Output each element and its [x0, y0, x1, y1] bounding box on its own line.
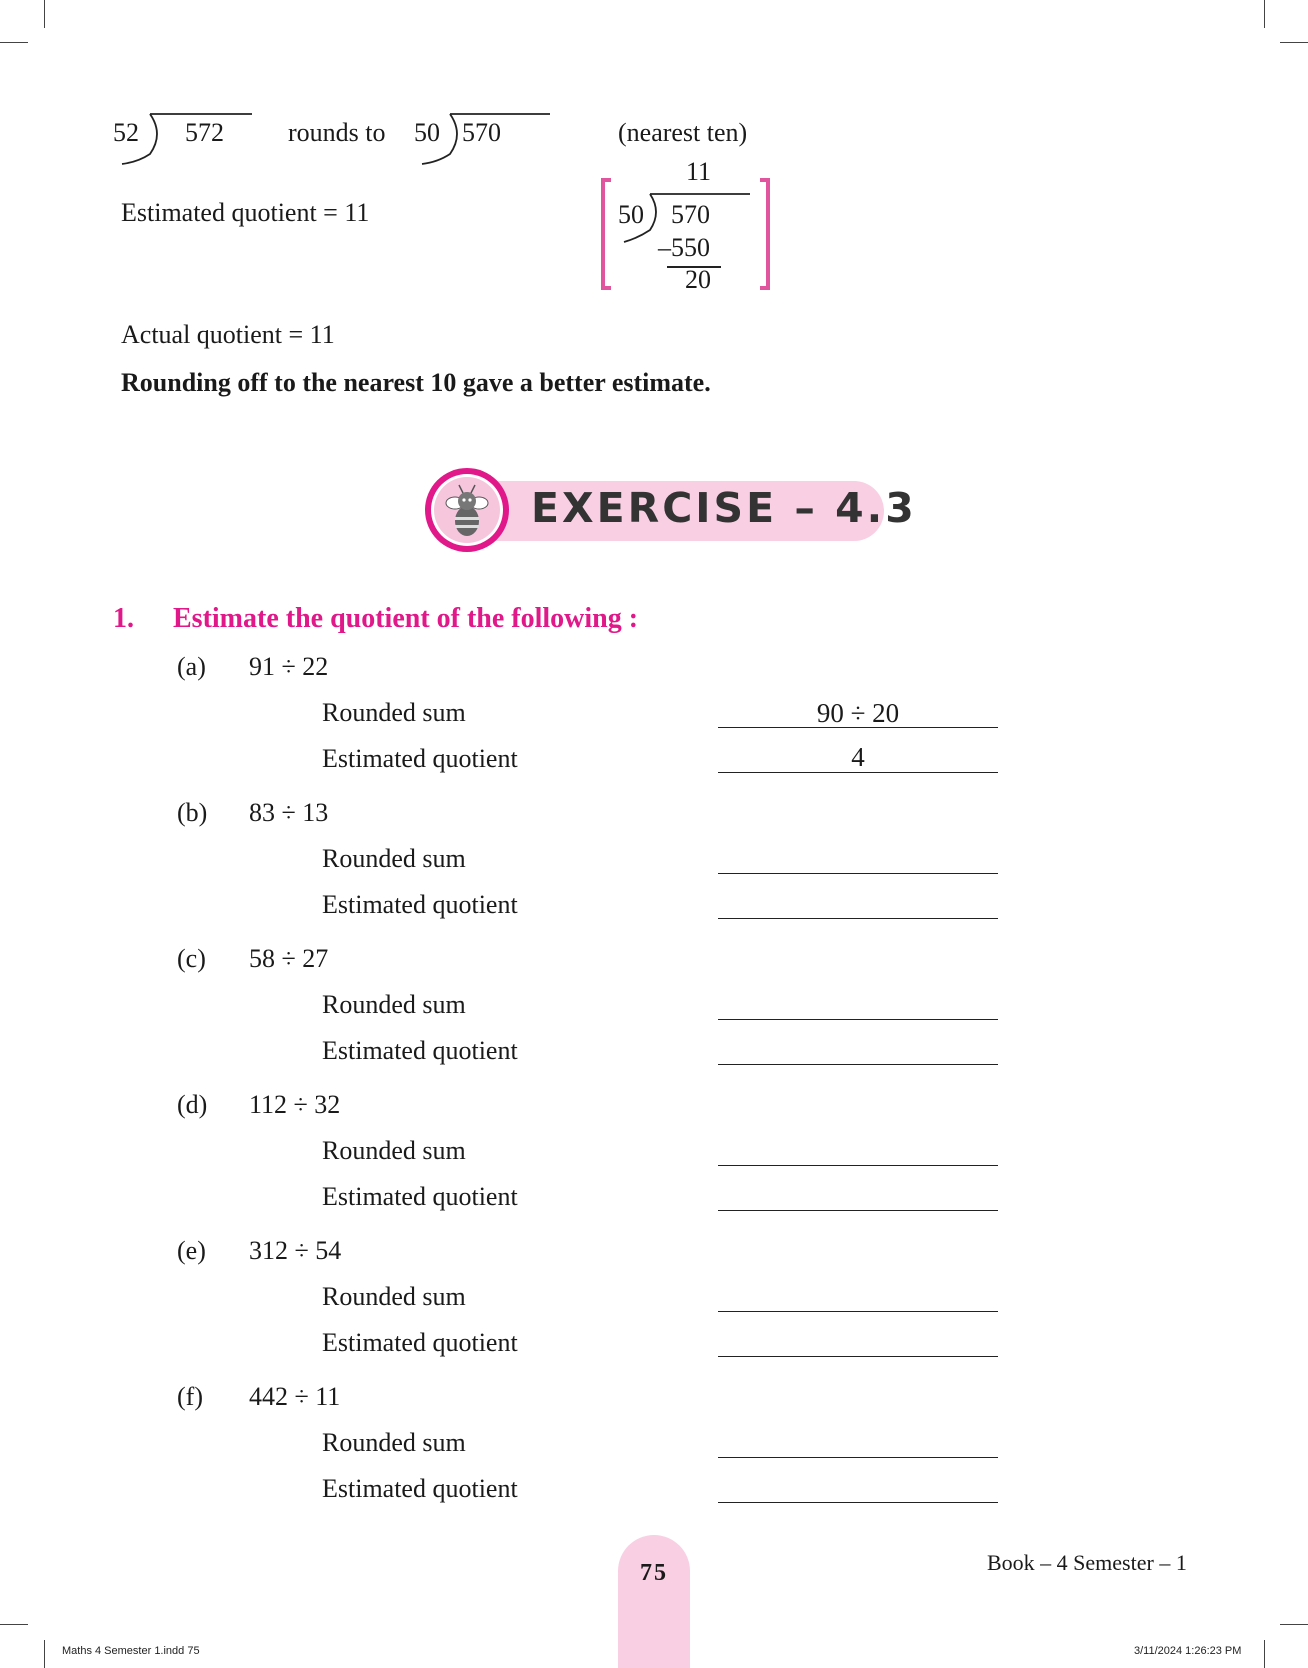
- nearest-ten-note: (nearest ten): [618, 118, 748, 147]
- crop-mark: [44, 1640, 45, 1668]
- page-number: 75: [640, 1560, 668, 1586]
- item-expression: 312 ÷ 54: [249, 1236, 342, 1265]
- item-expression: 58 ÷ 27: [249, 944, 329, 973]
- item-expression: 442 ÷ 11: [249, 1382, 341, 1411]
- item-label: (b): [177, 798, 208, 827]
- rounded-sum-blank[interactable]: [718, 1457, 998, 1458]
- item-expression: 91 ÷ 22: [249, 652, 329, 681]
- estimated-quotient-label: Estimated quotient: [322, 890, 518, 919]
- estimated-quotient-text: Estimated quotient = 11: [121, 198, 370, 227]
- rounded-sum-label: Rounded sum: [322, 698, 466, 727]
- estimated-quotient-label: Estimated quotient: [322, 1036, 518, 1065]
- rounded-sum-label: Rounded sum: [322, 1428, 466, 1457]
- estimated-quotient-label: Estimated quotient: [322, 744, 518, 773]
- estimated-quotient-blank[interactable]: [718, 1502, 998, 1503]
- left-bracket: [601, 178, 611, 290]
- rounded-sum-value: 90 ÷ 20: [816, 698, 900, 728]
- estimated-quotient-blank[interactable]: [718, 1064, 998, 1065]
- crop-mark: [1280, 42, 1308, 43]
- rounded-sum-label: Rounded sum: [322, 1136, 466, 1165]
- crop-mark: [0, 1624, 28, 1625]
- question-number: 1.: [113, 603, 134, 634]
- estimated-quotient-value: 4: [851, 742, 865, 772]
- crop-mark: [1280, 1624, 1308, 1625]
- actual-quotient-text: Actual quotient = 11: [121, 320, 335, 349]
- crop-mark: [1264, 1640, 1265, 1668]
- item-expression: 112 ÷ 32: [249, 1090, 341, 1119]
- crop-mark: [44, 0, 45, 28]
- bee-mascot-icon: [422, 465, 512, 555]
- book-info: Book – 4 Semester – 1: [987, 1550, 1187, 1575]
- dividend: 572: [185, 118, 224, 147]
- item-label: (c): [177, 944, 206, 973]
- working-remainder: 20: [685, 265, 711, 294]
- crop-mark: [1264, 0, 1265, 28]
- rounded-sum-blank[interactable]: [718, 1019, 998, 1020]
- estimated-quotient-blank[interactable]: [718, 918, 998, 919]
- right-bracket: [760, 178, 770, 290]
- file-name: Maths 4 Semester 1.indd 75: [62, 1645, 200, 1657]
- estimated-quotient-label: Estimated quotient: [322, 1182, 518, 1211]
- rounded-sum-label: Rounded sum: [322, 844, 466, 873]
- item-expression: 83 ÷ 13: [249, 798, 329, 827]
- estimated-quotient-blank[interactable]: [718, 1356, 998, 1357]
- working-subtract: –550: [658, 233, 710, 262]
- working-dividend: 570: [671, 200, 710, 229]
- estimated-quotient-label: Estimated quotient: [322, 1328, 518, 1357]
- item-label: (f): [177, 1382, 203, 1411]
- rounded-sum-blank[interactable]: [718, 1311, 998, 1312]
- rounds-to-text: rounds to: [288, 118, 386, 147]
- item-label: (a): [177, 652, 206, 681]
- item-label: (e): [177, 1236, 206, 1265]
- conclusion-text: Rounding off to the nearest 10 gave a better estimate.: [121, 368, 711, 397]
- working-divisor: 50: [618, 200, 644, 229]
- exercise-title: EXERCISE – 4.3: [531, 484, 917, 532]
- rounded-sum-blank[interactable]: [718, 873, 998, 874]
- working-quotient: 11: [686, 157, 712, 186]
- estimated-quotient-label: Estimated quotient: [322, 1474, 518, 1503]
- rounded-sum-blank[interactable]: [718, 1165, 998, 1166]
- rounded-sum-label: Rounded sum: [322, 1282, 466, 1311]
- timestamp: 3/11/2024 1:26:23 PM: [1134, 1645, 1242, 1657]
- page-number-tab: [618, 1535, 690, 1668]
- dividend: 570: [462, 118, 501, 147]
- rounded-sum-label: Rounded sum: [322, 990, 466, 1019]
- divisor: 50: [414, 118, 440, 147]
- question-text: Estimate the quotient of the following :: [173, 603, 639, 634]
- divisor: 52: [113, 118, 139, 147]
- item-label: (d): [177, 1090, 208, 1119]
- crop-mark: [0, 42, 28, 43]
- estimated-quotient-blank[interactable]: [718, 1210, 998, 1211]
